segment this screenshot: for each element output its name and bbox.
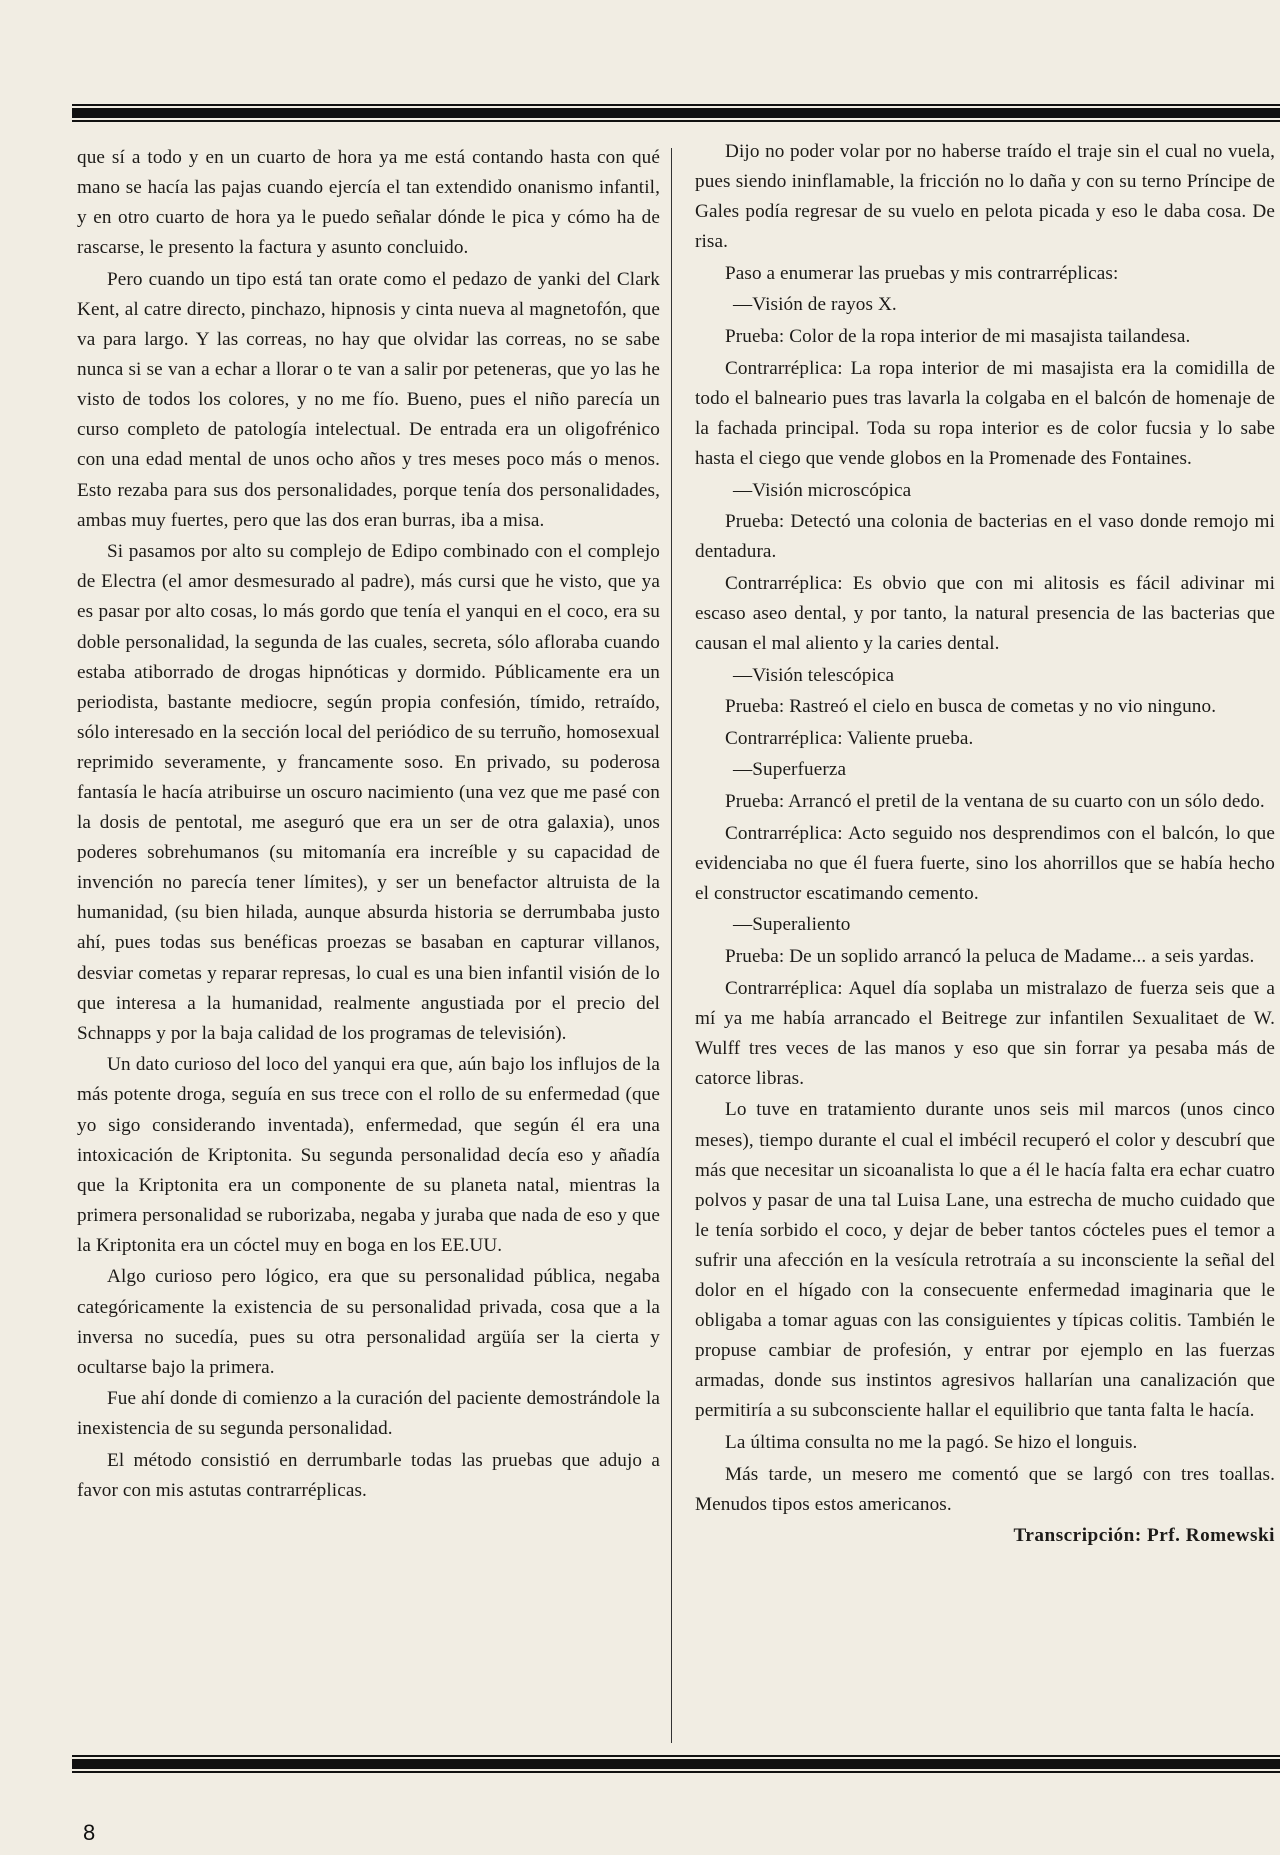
paragraph: Lo tuve en tratamiento durante unos seis mil marcos (unos cinco meses), tiempo durante el cual el imbécil recuperó el color y descubrí que más que necesitar un sicoanalista lo que a él le hacía falta era echar cuatro polvos y pasar de una tal Luisa Lane, una estrecha de mucho cuidado que le tenía sorbido el coco, y dejar de beber tantos cócteles pues el temor a sufrir una afección en la vesícula retrotraía a su inconsciente la señal del dolor en el hígado con la consecuente enfermedad imaginaria que le obligaba a tomar aguas con las consiguientes y típicas colitis. También le propuse cambiar de profesión, y entrar por ejemplo en las fuerzas armadas, donde sus instintos agresivos hallarían una canalización que permitiría a su subconsciente hallar el equilibrio que tanta falta le hacía. — [695, 1099, 1275, 1422]
top-rule — [72, 104, 1280, 122]
paragraph: Contrarréplica: Aquel día soplaba un mistralazo de fuerza seis que a mí ya me había arrancado el Beitrege zur infantilen Sexualitaet de W. Wulff tres veces de las manos y eso que sin forrar ya pesaba más de catorce libras. — [695, 977, 1275, 1089]
paragraph: Prueba: De un soplido arrancó la peluca de Madame... a seis yardas. — [725, 945, 1255, 967]
paragraph: Contrarréplica: La ropa interior de mi masajista era la comidilla de todo el balneario pues tras lavarla la colgaba en el balcón de homenaje de la fachada principal. Toda su ropa interior es de color fucsia y lo sabe hasta el ciego que vende globos en la Promenade des Fontaines. — [695, 357, 1275, 469]
list-heading: —Visión telescópica — [733, 664, 895, 686]
paragraph: Pero cuando un tipo está tan orate como el pedazo de yanki del Clark Kent, al catre directo, pinchazo, hipnosis y cinta nueva al magnetofón, que va para largo. Y las correas, no hay que olvidar las correas, no se sabe nunca si se van a echar a llorar o te van a salir por peteneras, que yo las he visto de todos los colores, y no me fío. Bueno, pues el niño parecía un curso completo de patología intelectual. De entrada era un oligofrénico con una edad mental de unos ocho años y tres meses poco más o menos. Esto rezaba para sus dos personalidades, porque tenía dos personalidades, ambas muy fuertes, pero que las dos eran burras, iba a misa. — [77, 268, 660, 531]
paragraph: Un dato curioso del loco del yanqui era que, aún bajo los influjos de la más potente droga, seguía en sus trece con el rollo de su enfermedad (que yo sigo considerando inventada), enfermedad, que según él era una intoxicación de Kriptonita. Su segunda personalidad decía eso y añadía que la Kriptonita era un componente de su planeta natal, mientras la primera personalidad se ruborizaba, negaba y juraba que nada de eso y que la Kriptonita era un cóctel muy en boga en los EE.UU. — [77, 1054, 660, 1256]
page-number: 8 — [83, 1820, 96, 1845]
paragraph: Dijo no poder volar por no haberse traído el traje sin el cual no vuela, pues siendo ininflamable, la fricción no lo daña y con su terno Príncipe de Gales podía regresar de su vuelo en pelota picada y eso le daba cosa. De risa. — [695, 141, 1275, 253]
paragraph: Fue ahí donde di comienzo a la curación del paciente demostrándole la inexistencia de su segunda personalidad. — [77, 1388, 660, 1440]
paragraph: Algo curioso pero lógico, era que su personalidad pública, negaba categóricamente la existencia de su personalidad privada, cosa que a la inversa no sucedía, pues su otra personalidad argüía ser la cierta y ocultarse bajo la primera. — [77, 1266, 660, 1378]
paragraph: Si pasamos por alto su complejo de Edipo combinado con el complejo de Electra (el amor desmesurado al padre), más cursi que he visto, que ya es pasar por alto cosas, lo más gordo que tenía el yanqui en el coco, era su doble personalidad, la segunda de las cuales, secreta, sólo afloraba cuando estaba atiborrado de drogas hipnóticas y dormido. Públicamente era un periodista, bastante mediocre, según propia confesión, tímido, retraído, sólo interesado en la sección local del periódico de su terruño, homosexual reprimido severamente, y francamente soso. En privado, su poderosa fantasía le hacía atribuirse un oscuro nacimiento (una vez que me pasé con la dosis de pentotal, me aseguró que era un ser de otra galaxia), unos poderes sobrehumanos (su mitomanía era increíble y su capacidad de invención no parecía tener límites), y ser un benefactor altruista de la humanidad, (su bien hilada, aunque absurda historia se derrumbaba justo ahí, pues todas sus benéficas proezas se basaban en capturar villanos, desviar cometas y reparar represas, lo cual es una bien infantil visión de lo que interesa a la humanidad, realmente angustiada por el precio del Schnapps y por la baja calidad de los programas de televisión). — [77, 541, 660, 1044]
paragraph: Paso a enumerar las pruebas y mis contrarréplicas: — [725, 262, 1119, 284]
list-heading: —Superfuerza — [733, 759, 847, 781]
column-divider — [671, 148, 672, 1743]
paragraph: Prueba: Arrancó el pretil de la ventana de su cuarto con un sólo dedo. — [725, 790, 1265, 812]
paragraph: Prueba: Color de la ropa interior de mi masajista tailandesa. — [725, 326, 1191, 348]
paragraph: Prueba: Rastreó el cielo en busca de cometas y no vio ninguno. — [725, 696, 1217, 718]
list-heading: —Visión microscópica — [733, 479, 912, 501]
bottom-rule — [72, 1755, 1280, 1773]
paragraph: que sí a todo y en un cuarto de hora ya me está contando hasta con qué mano se hacía las pajas cuando ejercía el tan extendido onanismo infantil, y en otro cuarto de hora ya le puedo señalar dónde le pica y cómo ha de rascarse, le presento la factura y asunto concluido. — [77, 147, 660, 259]
paragraph: Prueba: Detectó una colonia de bacterias en el vaso donde remojo mi dentadura. — [695, 511, 1275, 563]
paragraph: Contrarréplica: Valiente prueba. — [725, 727, 974, 749]
right-column — [695, 137, 1275, 1553]
paragraph: La última consulta no me la pagó. Se hizo el longuis. — [725, 1431, 1138, 1453]
paragraph: Más tarde, un mesero me comentó que se largó con tres toallas. Menudos tipos estos americanos. — [695, 1463, 1275, 1515]
left-column — [77, 143, 660, 1508]
paragraph: Contrarréplica: Acto seguido nos desprendimos con el balcón, lo que evidenciaba no que él fuera fuerte, sino los ahorrillos que se había hecho el constructor escatimando cemento. — [695, 822, 1275, 904]
paragraph: Contrarréplica: Es obvio que con mi alitosis es fácil adivinar mi escaso aseo dental, y por tanto, la natural presencia de las bacterias que causan el mal aliento y la caries dental. — [695, 572, 1275, 654]
list-heading: —Superaliento — [733, 914, 851, 936]
list-heading: —Visión de rayos X. — [733, 294, 897, 316]
signature: Transcripción: Prf. Romewski — [1013, 1525, 1275, 1547]
paragraph: El método consistió en derrumbarle todas las pruebas que adujo a favor con mis astutas contrarréplicas. — [77, 1450, 660, 1502]
